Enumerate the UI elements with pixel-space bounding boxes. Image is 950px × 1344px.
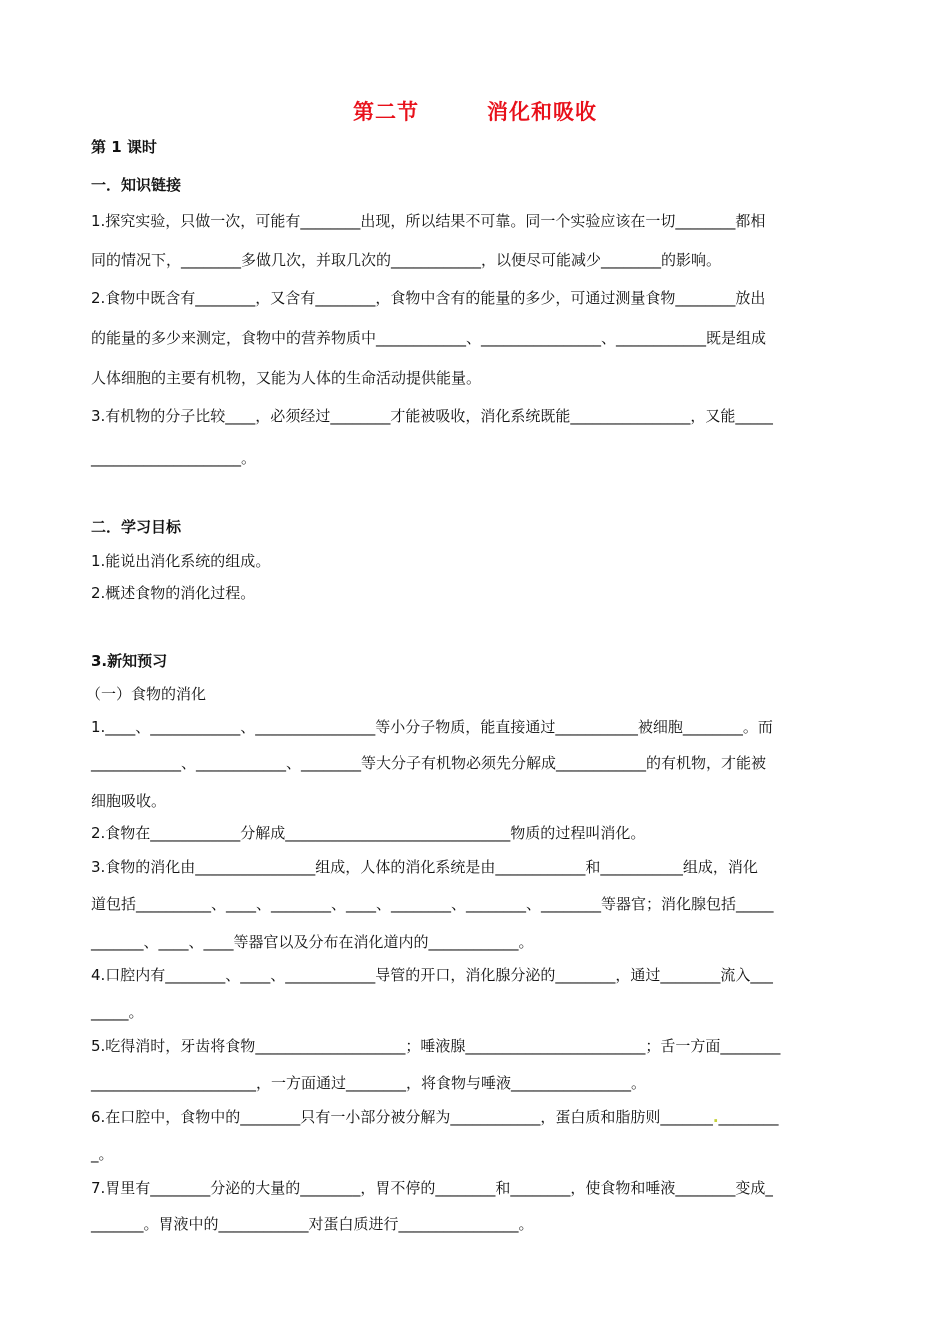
preview-line: _。 <box>91 1145 114 1163</box>
preview-line: ____________、____________、________等大分子有机物必须先分解成____________的有机物，才能被 <box>91 754 767 772</box>
preview-line: 1.____、____________、________________等小分子物质，能直接通过___________被细胞________。而 <box>91 718 773 736</box>
section-heading-preview: 3.新知预习 <box>91 652 168 670</box>
knowledge-line: 同的情况下，________多做几次，并取几次的____________，以便尽可能减少________的影响。 <box>91 251 722 269</box>
goal-item: 1.能说出消化系统的组成。 <box>91 552 271 570</box>
preview-line-text: 6.在口腔中，食物中的________只有一小部分被分解为____________，蛋白质和脂肪则_______ <box>91 1108 713 1126</box>
knowledge-line: 2.食物中既含有________，又含有________，食物中含有的能量的多少，可通过测量食物________放出 <box>91 289 766 307</box>
section-heading-learning-goals: 二．学习目标 <box>91 518 182 536</box>
preview-line: _____。 <box>91 1003 144 1021</box>
preview-line <box>91 1106 861 1128</box>
lesson-label: 第 1 课时 <box>91 138 157 156</box>
title-topic: 消化和吸收 <box>487 100 597 124</box>
preview-line: 2.食物在____________分解成______________________________物质的过程叫消化。 <box>91 824 646 842</box>
preview-line: 细胞吸收。 <box>91 792 167 810</box>
preview-line: 3.食物的消化由________________组成，人体的消化系统是由____________和___________组成，消化 <box>91 858 758 876</box>
preview-line: 4.口腔内有________、____、____________导管的开口，消化腺分泌的________，通过________流入___ <box>91 966 773 984</box>
preview-line: 道包括__________、____、________、____、________、________、________等器官；消化腺包括_____ <box>91 895 774 913</box>
section-heading-knowledge-link: 一．知识链接 <box>91 176 182 194</box>
preview-line: _______、____、____等器官以及分布在消化道内的____________。 <box>91 933 534 951</box>
preview-line: _______。胃液中的____________对蛋白质进行________________。 <box>91 1215 534 1233</box>
knowledge-line: 3.有机物的分子比较____，必须经过________才能被吸收，消化系统既能________________，又能_____ <box>91 407 773 425</box>
knowledge-line: 1.探究实验，只做一次，可能有________出现，所以结果不可靠。同一个实验应该在一切________都相 <box>91 212 766 230</box>
goal-item: 2.概述食物的消化过程。 <box>91 584 256 602</box>
title-section-number: 第二节 <box>353 100 419 124</box>
subsection-heading-digestion: （一）食物的消化 <box>86 685 207 703</box>
preview-line: 5.吃得消时，牙齿将食物____________________；唾液腺________________________；舌一方面________ <box>91 1037 781 1055</box>
preview-line: ______________________，一方面通过________，将食物与唾液________________。 <box>91 1074 647 1092</box>
knowledge-line: 人体细胞的主要有机物，又能为人体的生命活动提供能量。 <box>91 369 482 387</box>
green-dot-mark: . <box>712 1108 719 1126</box>
preview-line-tail: ________ <box>718 1108 779 1126</box>
knowledge-line: ____________________。 <box>91 449 257 467</box>
page-title <box>0 96 950 126</box>
knowledge-line: 的能量的多少来测定，食物中的营养物质中____________、________________、____________既是组成 <box>91 329 767 347</box>
preview-line: 7.胃里有________分泌的大量的________，胃不停的________和________，使食物和唾液________变成_ <box>91 1179 773 1197</box>
